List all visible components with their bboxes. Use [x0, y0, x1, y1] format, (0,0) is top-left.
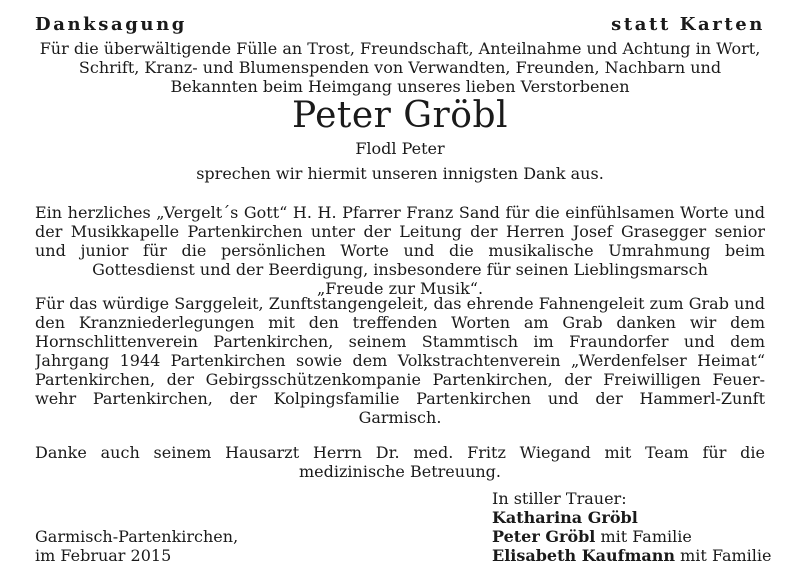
signature-block: [492, 489, 771, 565]
place: Garmisch-Partenkirchen,: [35, 527, 239, 546]
signature-row: [492, 527, 771, 546]
signature-heading: In stiller Trauer:: [492, 489, 627, 508]
signature-suffix: mit Familie: [595, 527, 692, 546]
signature-suffix: mit Familie: [675, 546, 772, 565]
deceased-name: Peter Gröbl: [291, 95, 509, 136]
thanks-line: sprechen wir hiermit unseren innigsten Dank aus.: [196, 164, 604, 183]
text-line: „Freude zur Musik“.: [316, 279, 484, 298]
place-date: [35, 527, 238, 565]
text-line: Garmisch.: [358, 408, 442, 427]
header: [35, 14, 765, 35]
text-line: Ein herzliches „Vergelt´s Gott“ H. H. Pfarrer Franz Sand für die einfühlsamen Worte und: [35, 203, 765, 222]
text-line: medizinische Betreuung.: [298, 462, 501, 481]
signature-name: Elisabeth Kaufmann: [492, 546, 676, 565]
paragraph-2: [35, 294, 765, 427]
signature-name: Katharina Gröbl: [492, 508, 638, 527]
date: im Februar 2015: [35, 546, 172, 565]
text-line: Danke auch seinem Hausarzt Herrn Dr. med. Fritz Wiegand mit Team für die: [35, 443, 765, 462]
text-line: Partenkirchen, der Gebirgsschützenkompanie Partenkirchen, der Freiwilligen Feuer-: [35, 370, 765, 389]
text-line: Hornschlittenverein Partenkirchen, seinem Stammtisch im Fraundorfer und dem: [35, 332, 765, 351]
text-line: Jahrgang 1944 Partenkirchen sowie dem Volkstrachtenverein „Werdenfelser Heimat“: [35, 351, 765, 370]
signature-row: [492, 546, 771, 565]
text-line: und junior für die persönlichen Worte und die musikalische Umrahmung beim: [35, 241, 765, 260]
paragraph-1: [35, 203, 765, 298]
header-left: Danksagung: [35, 14, 187, 35]
header-right: statt Karten: [611, 14, 765, 35]
intro-line: Für die überwältigende Fülle an Trost, Freundschaft, Anteilnahme und Achtung in Wort,: [39, 39, 761, 58]
deceased-nickname: Flodl Peter: [355, 139, 445, 158]
signature-row: [492, 508, 771, 527]
text-line: der Musikkapelle Partenkirchen unter der Leitung der Herren Josef Grasegger senior: [35, 222, 765, 241]
intro-line: Bekannten beim Heimgang unseres lieben Verstorbenen: [170, 77, 630, 96]
text-line: Für das würdige Sarggeleit, Zunftstangengeleit, das ehrende Fahnengeleit zum Grab und: [35, 294, 765, 313]
text-line: wehr Partenkirchen, der Kolpingsfamilie Partenkirchen und der Hammerl-Zunft: [35, 389, 765, 408]
signature-name: Peter Gröbl: [492, 527, 596, 546]
paragraph-3: [35, 443, 765, 481]
text-line: Gottesdienst und der Beerdigung, insbesondere für seinen Lieblingsmarsch: [92, 260, 708, 279]
text-line: den Kranzniederlegungen mit den treffenden Worten am Grab danken wir dem: [35, 313, 765, 332]
intro-text: [35, 39, 765, 96]
intro-line: Schrift, Kranz- und Blumenspenden von Verwandten, Freunden, Nachbarn und: [78, 58, 722, 77]
